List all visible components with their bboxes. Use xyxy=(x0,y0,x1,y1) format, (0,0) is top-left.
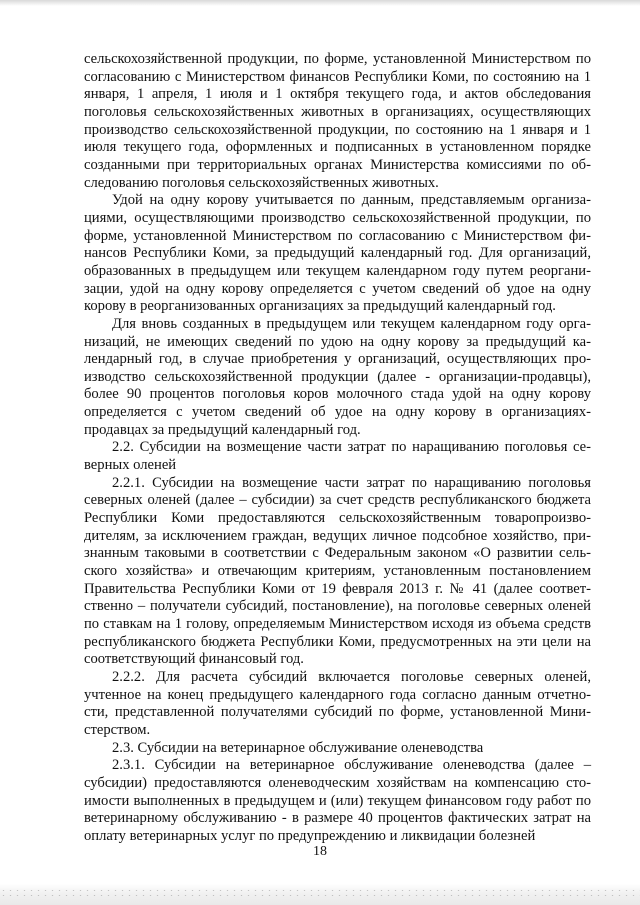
paragraph-milk-yield: Удой на одну корову учитывается по данным, представляемым организациями, осуществляющими производство сельскохозяйственной продукции, по форме, установленной Министерством по согласованию с Министерством финансов Республики Коми, за предыдущий календарный год. Для организаций, образованных в предыдущем или текущем календарном году путем реорганизации, удой на одну корову определяется с учетом сведений об удое на одну корову в реорганизованных организациях за предыдущий календарный год. xyxy=(84,192,591,315)
page-number: 18 xyxy=(313,844,327,859)
paragraph-2-2-1: 2.2.1. Субсидии на возмещение части затрат по наращиванию поголовья северных оленей (далее – субсидии) за счет средств республиканского бюджета Республики Коми предоставляются сельскохозяйственным товаропроизводителям, за исключением граждан, ведущих личное подсобное хозяйство, признанным таковыми в соответствии с Федеральным законом «О развитии сельского хозяйства» и отвечающим критериям, установленным постановлением Правительства Республики Коми от 19 февраля 2013 г. № 41 (далее соответственно – получатели субсидий, постановление), на поголовье северных оленей по ставкам на 1 голову, определяемым Министерством исходя из объема средств республиканского бюджета Республики Коми, предусмотренных на эти цели на соответствующий финансовый год. xyxy=(84,474,591,668)
paragraph-2-3-1: 2.3.1. Субсидии на ветеринарное обслуживание оленеводства (далее – субсидии) предоставляются оленеводческим хозяйствам на компенсацию стоимости выполненных в предыдущем и (или) текущем финансовом году работ по ветеринарному обслуживанию - в размере 40 процентов фактических затрат на оплату ветеринарных услуг по предупреждению и ликвидации болезней xyxy=(84,757,591,844)
document-body xyxy=(84,51,591,846)
section-heading-2-3: 2.3. Субсидии на ветеринарное обслуживание оленеводства xyxy=(112,739,484,756)
scan-noise xyxy=(0,888,640,900)
paragraph-new-organizations: Для вновь созданных в предыдущем или текущем календарном году организаций, не имеющих сведений по удою на одну корову за предыдущий календарный год, в случае приобретения у организаций, осуществляющих производство сельскохозяйственной продукции (далее - организации-продавцы), более 90 процентов поголовья коров молочного стада удой на одну корову определяется с учетом сведений об удое на одну корову в организациях-продавцах за предыдущий календарный год. xyxy=(84,315,591,438)
scan-edge-top xyxy=(0,0,640,6)
paragraph-continuation: сельскохозяйственной продукции, по форме, установленной Министерством по согласованию с Министерством финансов Республики Коми, по состоянию на 1 января, 1 апреля, 1 июля и 1 октября текущего года, и актов обследования поголовья сельскохозяйственных животных в организациях, осуществляющих производство сельскохозяйственной продукции, по состоянию на 1 января и 1 июля текущего года, оформленных и подписанных в установленном порядке созданными при территориальных органах Министерства комиссиями по обследованию поголовья сельскохозяйственных животных. xyxy=(84,51,591,191)
paragraph-2-2-2: 2.2.2. Для расчета субсидий включается поголовье северных оленей, учтенное на конец предыдущего календарного года согласно данным отчетности, представленной получателями субсидий по форме, установленной Министерством. xyxy=(84,668,591,738)
section-heading-2-2: 2.2. Субсидии на возмещение части затрат по наращиванию поголовья северных оленей xyxy=(84,439,591,474)
